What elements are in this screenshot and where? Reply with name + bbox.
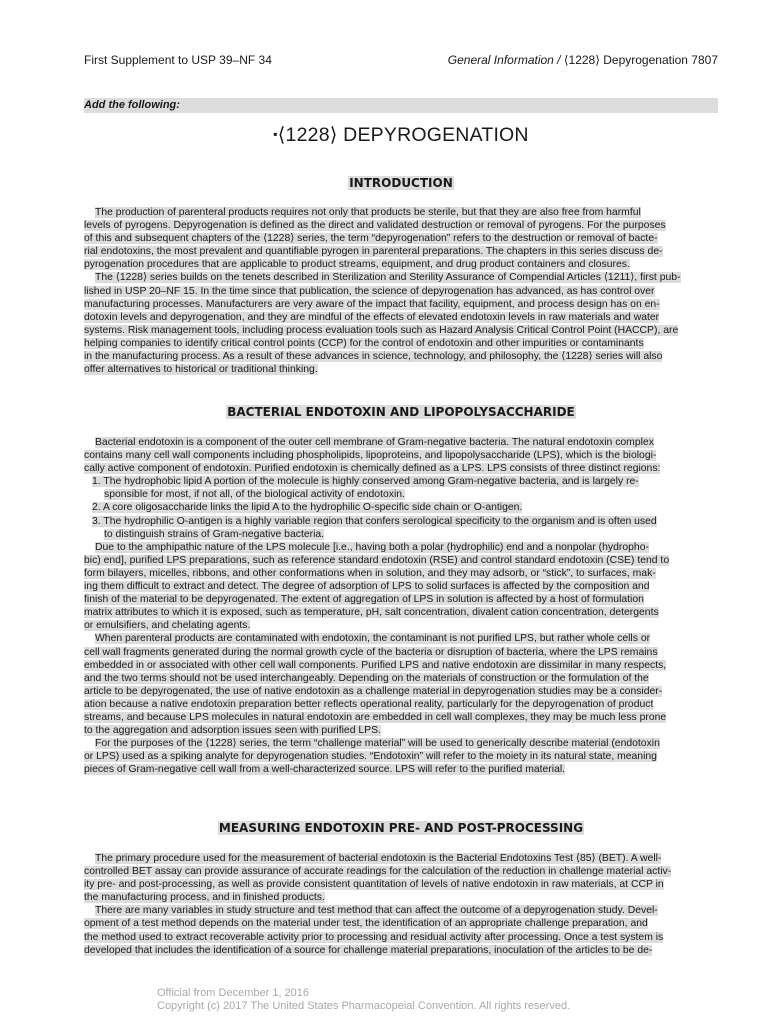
text-line: the method used to extract recoverable activity prior to processing and residual activity after processing. Once a test system is [84, 931, 664, 943]
text-line: systems. Risk management tools, including process evaluation tools such as Hazard Analysis Critical Control Point (HACCP), are [84, 324, 679, 336]
add-note: Add the following: [84, 98, 718, 113]
text-line: manufacturing processes. Manufacturers are very aware of the impact that facility, equipment, and process design has on en- [84, 298, 660, 310]
text-line: rial endotoxins, the most prevalent and quantifiable pyrogen in parenteral preparations. The chapters in this series discuss de- [84, 246, 663, 258]
text-line: The ⟨1228⟩ series builds on the tenets described in Sterilization and Sterility Assurance of Compendial Articles ⟨1211⟩, first pub- [95, 272, 681, 284]
text-line: matrix attributes to which it is exposed, such as temperature, pH, salt concentration, divalent cation concentration, detergents [84, 607, 659, 619]
revision-mark-icon: ▪ [273, 127, 278, 141]
text-line: contains many cell wall components including phospholipids, lipoproteins, and lipopolysaccharide (LPS), which is the biologi- [84, 450, 657, 462]
text-line: bic) end], purified LPS preparations, such as reference standard endotoxin (RSE) and control standard endotoxin (CSE) tend to [84, 554, 670, 566]
text-line: streams, and because LPS molecules in natural endotoxin are embedded in cell wall complexes, they may be much less prone [84, 711, 667, 723]
text-line: controlled BET assay can provide assurance of accurate readings for the calculation of the reduction in challenge material activ- [84, 866, 672, 878]
header-chapter [448, 53, 718, 67]
list-item: 3. The hydrophilic O-antigen is a highly variable region that confers serological specificity to the organism and is often used [92, 515, 657, 527]
text-line: When parenteral products are contaminated with endotoxin, the contaminant is not purified LPS, but rather whole cells or [95, 633, 651, 645]
heading-introduction [84, 176, 718, 190]
endotoxin-body [84, 436, 718, 776]
text-line: cally active component of endotoxin. Purified endotoxin is chemically defined as a LPS. LPS consists of three distinct regions: [84, 463, 661, 475]
text-line: cell wall fragments generated during the normal growth cycle of the bacteria or disruption of bacteria, where the LPS remains [84, 646, 658, 658]
chapter-title [84, 123, 718, 147]
text-line: ing them difficult to extract and detect. The degree of adsorption of LPS to solid surfaces is affected by the composition and [84, 581, 650, 593]
list-item: 1. The hydrophobic lipid A portion of the molecule is highly conserved among Gram-negative bacteria, and is largely re- [92, 476, 639, 488]
heading-bacterial-endotoxin [84, 405, 718, 419]
text-line: form bilayers, micelles, ribbons, and other conformations when in solution, and they may adsorb, or “stick”, to surfaces, mak- [84, 567, 656, 579]
official-date: Official from December 1, 2016 [157, 987, 310, 999]
list-item-continuation: sponsible for most, if not all, of the biological activity of endotoxin. [104, 489, 405, 501]
text-line: The production of parenteral products requires not only that products be sterile, but that they are also free from harmful [95, 207, 641, 218]
chapter-title-text: ⟨1228⟩ DEPYROGENATION [277, 124, 529, 146]
text-line: opment of a test method depends on the material under test, the identification of an appropriate challenge preparation, and [84, 918, 648, 930]
text-line: finish of the material to be depyrogenated. The extent of aggregation of LPS in solution is affected by a host of formulation [84, 594, 644, 606]
text-line: helping companies to identify critical control points (CCP) for the control of endotoxin and other impurities or contaminants [84, 337, 644, 349]
text-line: pieces of Gram-negative cell wall from a well-characterized source. LPS will refer to the purified material. [84, 764, 566, 776]
text-line: developed that includes the identification of a source for challenge material preparations, inoculation of the articles to be de- [84, 944, 653, 956]
text-line: of this and subsequent chapters of the ⟨1228⟩ series, the term “depyrogenation” refers to the destruction or removal of bacte- [84, 233, 658, 245]
text-line: and the two terms should not be used interchangeably. Depending on the materials of construction or the formulation of the [84, 672, 649, 684]
heading-text: BACTERIAL ENDOTOXIN AND LIPOPOLYSACCHARIDE [227, 405, 575, 419]
text-line: The primary procedure used for the measurement of bacterial endotoxin is the Bacterial Endotoxins Test ⟨85⟩ (BET). A well- [95, 853, 662, 864]
list-item-continuation: to distinguish strains of Gram-negative bacteria. [104, 528, 325, 540]
introduction-body [84, 206, 718, 376]
text-line: Bacterial endotoxin is a component of the outer cell membrane of Gram-negative bacteria. The natural endotoxin complex [95, 437, 654, 448]
header-chapter-page: ⟨1228⟩ Depyrogenation 7807 [563, 53, 718, 67]
text-line: For the purposes of the ⟨1228⟩ series, the term “challenge material” will be used to generically describe material (endotoxin [95, 738, 660, 750]
text-line: lished in USP 20–NF 15. In the time since that publication, the science of depyrogenation has advanced, as has control over [84, 285, 655, 297]
copyright-notice: Copyright (c) 2017 The United States Pharmacopeial Convention. All rights reserved. [157, 1000, 571, 1012]
text-line: ation because a native endotoxin preparation better reflects operational reality, particularly for the depyrogenation of product [84, 698, 654, 710]
text-line: the manufacturing process, and in finished products. [84, 892, 325, 904]
text-line: levels of pyrogens. Depyrogenation is defined as the direct and validated destruction or removal of pyrogens. For the purposes [84, 220, 666, 232]
text-line: or LPS) used as a spiking analyte for depyrogenation studies. “Endotoxin” will refer to the moiety in its natural state, meaning [84, 751, 657, 763]
text-line: There are many variables in study structure and test method that can affect the outcome of a depyrogenation study. Devel- [95, 905, 658, 917]
heading-text: INTRODUCTION [349, 176, 453, 190]
text-line: Due to the amphipathic nature of the LPS molecule [i.e., having both a polar (hydrophilic) end and a nonpolar (hydropho- [95, 541, 649, 553]
text-line: to the aggregation and adsorption issues seen with purified LPS. [84, 725, 381, 737]
text-line: embedded in or associated with other cell wall components. Purified LPS and native endotoxin are dissimilar in many respects, [84, 659, 667, 671]
header-section-italic: General Information / [447, 53, 564, 67]
heading-text: MEASURING ENDOTOXIN PRE- AND POST-PROCESSING [218, 821, 584, 835]
text-line: or emulsifiers, and chelating agents. [84, 620, 251, 632]
measuring-body [84, 852, 718, 957]
header-supplement: First Supplement to USP 39–NF 34 [84, 53, 272, 67]
copyright-footer [157, 987, 570, 1013]
text-line: ity pre- and post-processing, as well as provide consistent quantitation of levels of native endotoxin in raw materials, at CCP in [84, 879, 664, 891]
running-header [84, 53, 718, 69]
text-line: offer alternatives to historical or traditional thinking. [84, 364, 318, 376]
text-line: dotoxin levels and depyrogenation, and they are mindful of the effects of elevated endotoxin levels in raw materials and water [84, 311, 660, 323]
text-line: in the manufacturing process. As a result of these advances in science, technology, and philosophy, the ⟨1228⟩ series will also [84, 351, 663, 363]
text-line: pyrogenation procedures that are applicable to product streams, equipment, and drug product containers and closures. [84, 259, 630, 271]
heading-measuring-endotoxin [84, 821, 718, 835]
text-line: article to be depyrogenated, the use of native endotoxin as a challenge material in depyrogenation studies may be a consider- [84, 685, 663, 697]
list-item: 2. A core oligosaccharide links the lipid A to the hydrophilic O-specific side chain or O-antigen. [92, 502, 523, 514]
